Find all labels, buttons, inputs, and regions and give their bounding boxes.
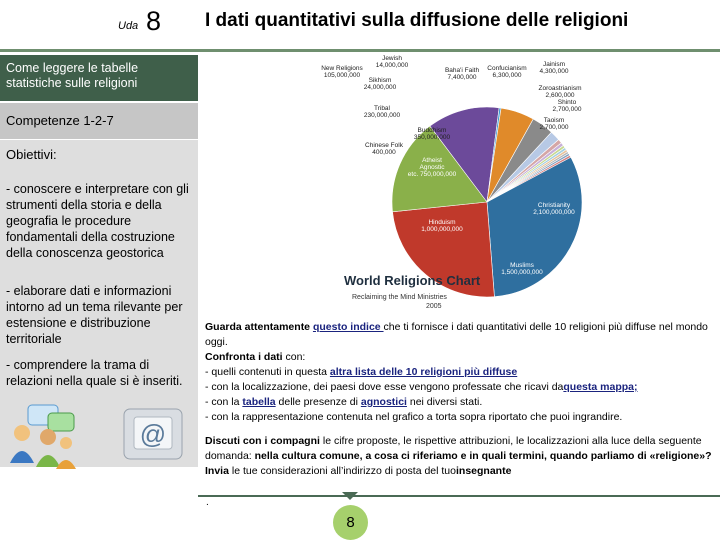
discuti-text: le cifre proposte, le rispettive attribuzioni, le localizzazioni alla luce della seguente domanda:	[205, 435, 702, 462]
confronta-item-3-end: nei diversi stati.	[406, 396, 483, 408]
pie-slice-label: New Religions 105,000,000	[321, 65, 363, 79]
discuti-lead: Discuti con i compagni	[205, 435, 320, 447]
objective-item: - elaborare dati e informazioni intorno ad un tema rilevante per estensione e distribuzione territoriale	[6, 284, 183, 346]
slide-title: I dati quantitativi sulla diffusione delle religioni	[205, 10, 629, 31]
invia-insegnante: insegnante	[456, 465, 512, 477]
objective-item: - conoscere e interpretare con gli strumenti della storia e della geografia le procedure fondamentali della costruzione della conoscenza geostorica	[6, 182, 189, 260]
link-questa-mappa[interactable]: questa mappa;	[563, 381, 638, 393]
confronta-lead: Confronta i dati	[205, 351, 283, 363]
confronta-item-3: - con la	[205, 396, 243, 408]
confronta-item-2: - con la localizzazione, dei paesi dove esse vengono professate che ricavi da	[205, 381, 564, 393]
link-tabella[interactable]: tabella	[242, 396, 276, 408]
pie-slice-label: Atheist Agnostic etc. 750,000,000	[407, 157, 457, 178]
link-altra-lista[interactable]: altra lista delle 10 religioni più diffuse	[329, 366, 518, 378]
pie-slice-label: Christianity 2,100,000,000	[533, 202, 575, 216]
guarda-text: che ti fornisce i dati quantitativi delle 10 religioni più diffuse nel mondo oggi.	[205, 321, 708, 348]
discuti-question: nella cultura comune, a cosa ci riferiamo e in quali termini, quando parliamo di «religione»?	[251, 450, 712, 462]
pie-slice-label: Tribal 230,000,000	[363, 105, 401, 119]
chart-subtitle: Reclaiming the Mind Ministries	[352, 294, 447, 301]
chart-year: 2005	[426, 303, 442, 310]
leggere-line-1: Come leggere le tabelle	[6, 61, 139, 75]
objective-item: - comprendere la trama di relazioni nella quale si è inseriti.	[6, 358, 183, 388]
pie-slice-label: Baha'i Faith 7,400,000	[444, 67, 480, 81]
pie-slice-label: Jainism 4,300,000	[539, 61, 569, 75]
email-icon	[120, 405, 186, 468]
pie-slice-label: Sikhism 24,000,000	[363, 77, 397, 91]
link-questo-indice[interactable]: questo indice	[312, 321, 384, 333]
svg-text:@: @	[139, 419, 167, 449]
pie-slice-label: Jewish 14,000,000	[375, 55, 409, 69]
pie-slice-label: Chinese Folk 400,000	[365, 142, 403, 156]
world-religions-pie-chart[interactable]	[292, 52, 702, 320]
pie-slice-label: Shinto 2,700,000	[552, 99, 582, 113]
discuti-paragraph	[205, 434, 715, 479]
footer-divider	[198, 495, 720, 497]
pie-slice-label: Taoism 2,700,000	[539, 117, 569, 131]
page-number-badge: 8	[333, 505, 368, 540]
pie-slice-label: Hinduism 1,000,000,000	[421, 219, 463, 233]
confronta-text: con:	[282, 351, 306, 363]
pie-slice-label: Zoroastrianism 2,600,000	[538, 85, 582, 99]
uda-label: Uda	[118, 20, 139, 32]
confronta-item-1: - quelli contenuti in questa	[205, 366, 330, 378]
trailing-dot: .	[206, 497, 209, 508]
people-discussion-icon	[8, 403, 78, 474]
obiettivi-title: Obiettivi:	[6, 147, 57, 162]
invia-text: le tue considerazioni all’indirizzo di posta del tuo	[228, 465, 456, 477]
confronta-item-3-mid: delle presenze di	[275, 396, 361, 408]
pie-slice-label: Buddhism 350,000,000	[413, 127, 451, 141]
pie-slice-label: Muslims 1,500,000,000	[501, 262, 543, 276]
uda-number: 8	[146, 6, 162, 36]
leggere-line-2: statistiche sulle religioni	[6, 76, 138, 90]
confronta-item-4: - con la rappresentazione contenuta nel grafico a torta sopra riportato che puoi ingrandire.	[205, 411, 623, 423]
footer-notch	[342, 492, 358, 500]
section-leggere	[0, 55, 198, 101]
guarda-lead: Guarda attentamente	[205, 321, 313, 333]
guarda-paragraph	[205, 320, 715, 425]
invia-lead: Invia	[205, 465, 229, 477]
section-competenze: Competenze 1-2-7	[0, 103, 198, 139]
chart-title: World Religions Chart	[344, 273, 481, 288]
pie-slice-label: Confucianism 6,300,000	[487, 65, 527, 79]
link-agnostici[interactable]: agnostici	[360, 396, 407, 408]
